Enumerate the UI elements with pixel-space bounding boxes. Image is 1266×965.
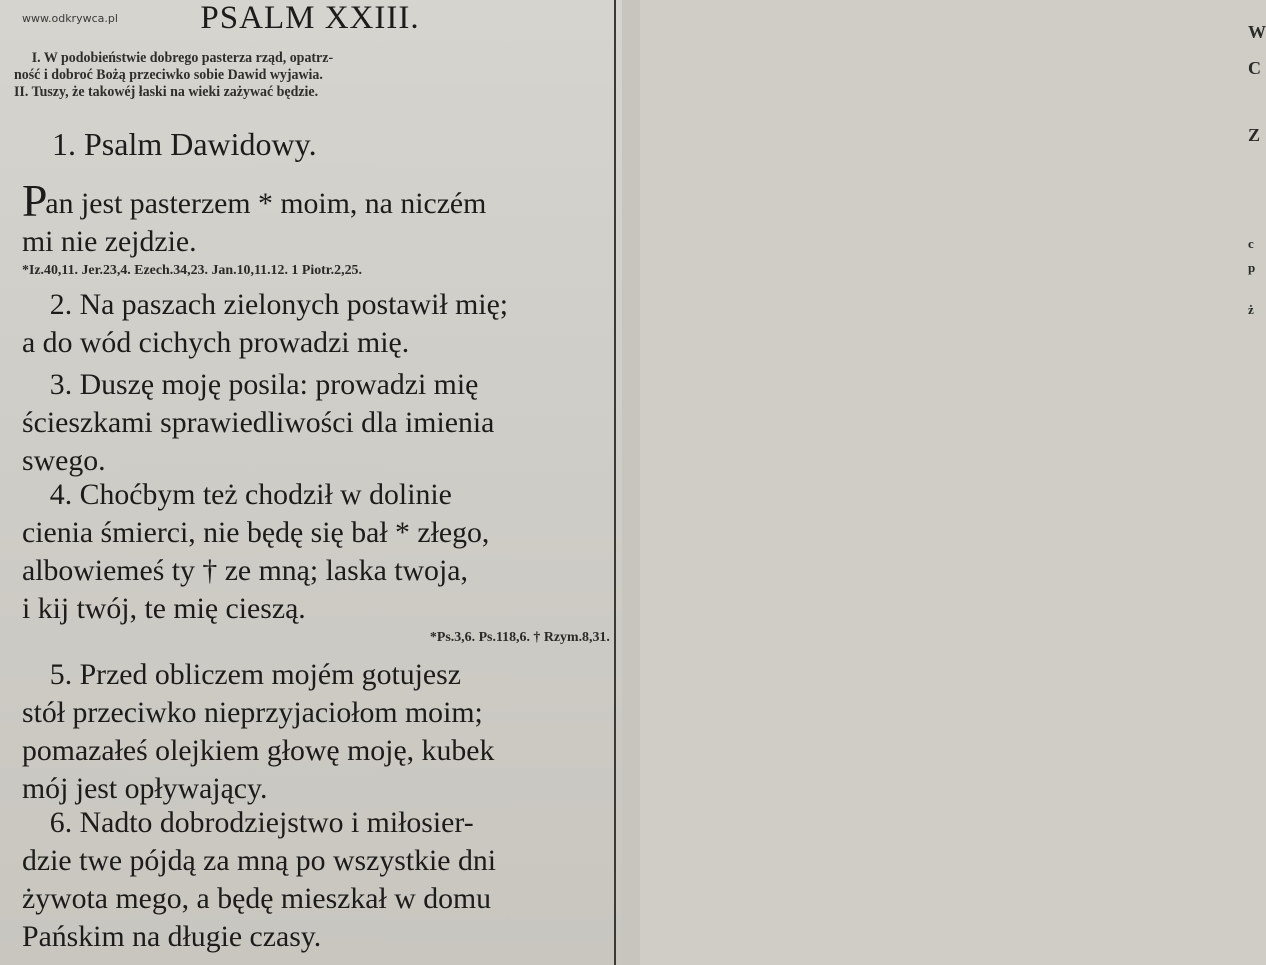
verse-3 [22,366,614,480]
margin-letter: c [1248,236,1254,251]
verse-line: stół przeciwko nieprzyjaciołom moim; [22,696,483,729]
verse-line: żywota mego, a będę mieszkał w domu [22,882,492,915]
verse-6 [22,804,614,956]
verse-line: mi nie zejdzie. [22,225,197,258]
verse-line [22,175,610,226]
margin-letter: W [1248,22,1266,42]
argument-line: II. Tuszy, że takowéj łaski na wieki zażywać będzie. [14,84,319,100]
verse-line: i kij twój, te mię cieszą. [22,592,306,625]
margin-letter: Z [1248,125,1261,145]
adjacent-column [622,0,1266,965]
drop-cap: P [22,175,48,226]
psalm-title: PSALM XXIII. [200,0,420,36]
verse-line: dzie twe pójdą za mną po wszystkie dni [22,844,497,877]
verse-line: Pańskim na długie czasy. [22,920,322,953]
verse-line: cienia śmierci, nie będę się bał * złego, [22,516,490,549]
cross-reference: *Ps.3,6. Ps.118,6. † Rzym.8,31. [429,630,610,645]
verse-line: mój jest opływający. [22,772,268,805]
verse-line: swego. [22,444,106,477]
margin-letter: p [1248,260,1256,275]
margin-letter: ż [1248,302,1254,317]
verse-line: ścieszkami sprawiedliwości dla imienia [22,406,495,439]
column-rule [614,0,616,965]
verse-line: 3. Duszę moję posila: prowadzi mię [49,368,479,401]
argument-line: I. W podobieństwie dobrego pasterza rząd, opatrz- [31,50,334,66]
margin-letter: C [1248,58,1261,78]
verse-line: a do wód cichych prowadzi mię. [22,326,410,359]
verse-line: 2. Na paszach zielonych postawił mię; [49,288,509,321]
verse-line: 4. Choćbym też chodził w dolinie [49,478,452,511]
psalm-argument [14,50,612,101]
verse-5 [22,656,614,808]
argument-line: ność i dobroć Bożą przeciwko sobie Dawid wyjawia. [14,67,323,83]
psalm-heading: 1. Psalm Dawidowy. [52,126,317,162]
verse-1 [22,175,614,281]
verse-line: pomazałeś olejkiem głowę moję, kubek [22,734,495,767]
verse-line: 6. Nadto dobrodziejstwo i miłosier- [49,806,474,839]
verse-line: albowiemeś ty † ze mną; laska twoja, [22,554,468,587]
cross-reference: *Iz.40,11. Jer.23,4. Ezech.34,23. Jan.10,11.12. 1 Piotr.2,25. [22,263,362,278]
verse-4 [22,476,614,648]
verse-2 [22,286,614,362]
verse-line: 5. Przed obliczem mojém gotujesz [49,658,461,691]
watermark: www.odkrywca.pl [22,12,118,25]
verse-text: an jest pasterzem * moim, na niczém [45,187,487,220]
